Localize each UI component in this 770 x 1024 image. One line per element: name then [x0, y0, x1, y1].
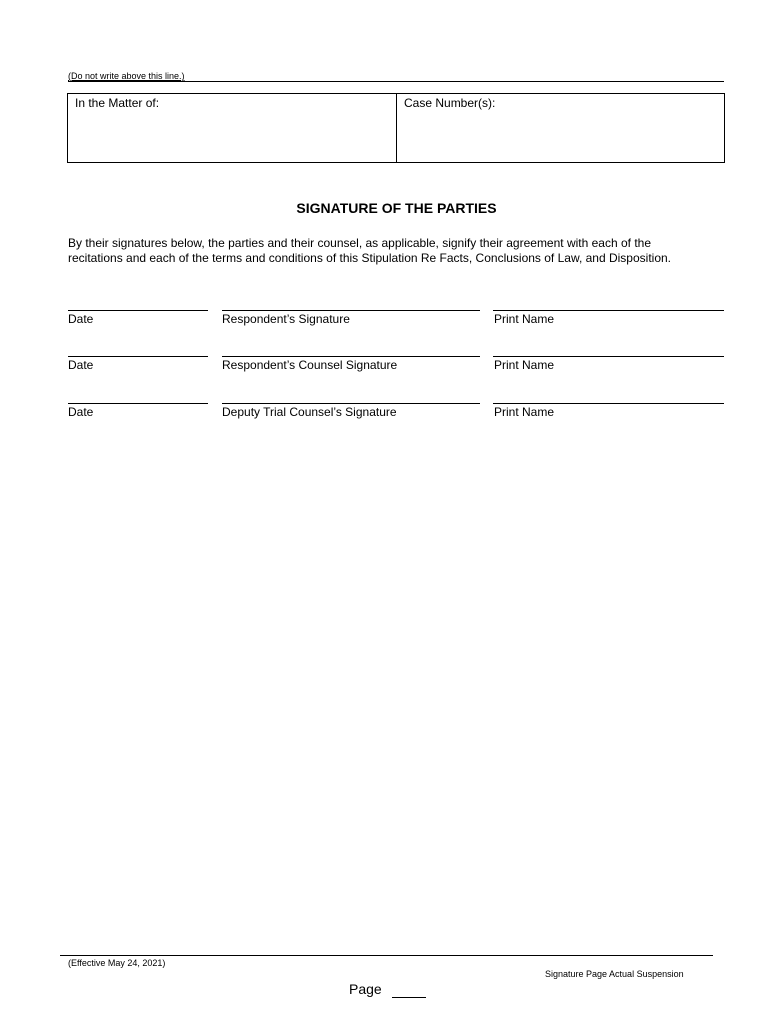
intro-line-2: recitations and each of the terms and conditions of this Stipulation Re Facts, Conclusions of Law, and Disposition. [68, 251, 671, 265]
date-line-1[interactable] [68, 310, 208, 311]
top-rule [68, 81, 724, 82]
print-name-line-3[interactable] [493, 403, 724, 404]
case-number-field[interactable] [397, 94, 724, 162]
signature-line-1[interactable] [222, 310, 480, 311]
print-name-label-1: Print Name [494, 312, 555, 326]
print-name-line-2[interactable] [493, 356, 724, 357]
print-name-label-2: Print Name [494, 358, 555, 372]
date-label-2: Date [68, 358, 94, 372]
page-number-blank[interactable] [392, 997, 426, 998]
signature-line-2[interactable] [222, 356, 480, 357]
intro-paragraph [68, 236, 728, 266]
case-number-label: Case Number(s): [404, 96, 496, 110]
signature-label-3: Deputy Trial Counsel’s Signature [222, 405, 397, 419]
effective-date: (Effective May 24, 2021) [68, 958, 166, 968]
print-name-line-1[interactable] [493, 310, 724, 311]
matter-field[interactable] [68, 94, 397, 162]
date-line-3[interactable] [68, 403, 208, 404]
page-label: Page [349, 981, 382, 997]
form-name: Signature Page Actual Suspension [545, 969, 684, 979]
date-line-2[interactable] [68, 356, 208, 357]
footer-rule [60, 955, 713, 956]
section-title: SIGNATURE OF THE PARTIES [296, 200, 497, 216]
matter-label: In the Matter of: [75, 96, 160, 110]
print-name-label-3: Print Name [494, 405, 555, 419]
signature-label-1: Respondent’s Signature [222, 312, 350, 326]
date-label-1: Date [68, 312, 94, 326]
signature-line-3[interactable] [222, 403, 480, 404]
intro-line-1: By their signatures below, the parties and their counsel, as applicable, signify their agreement with each of the [68, 236, 652, 250]
do-not-write-note: (Do not write above this line.) [68, 71, 185, 81]
caption-box [67, 93, 725, 163]
date-label-3: Date [68, 405, 94, 419]
signature-label-2: Respondent’s Counsel Signature [222, 358, 398, 372]
